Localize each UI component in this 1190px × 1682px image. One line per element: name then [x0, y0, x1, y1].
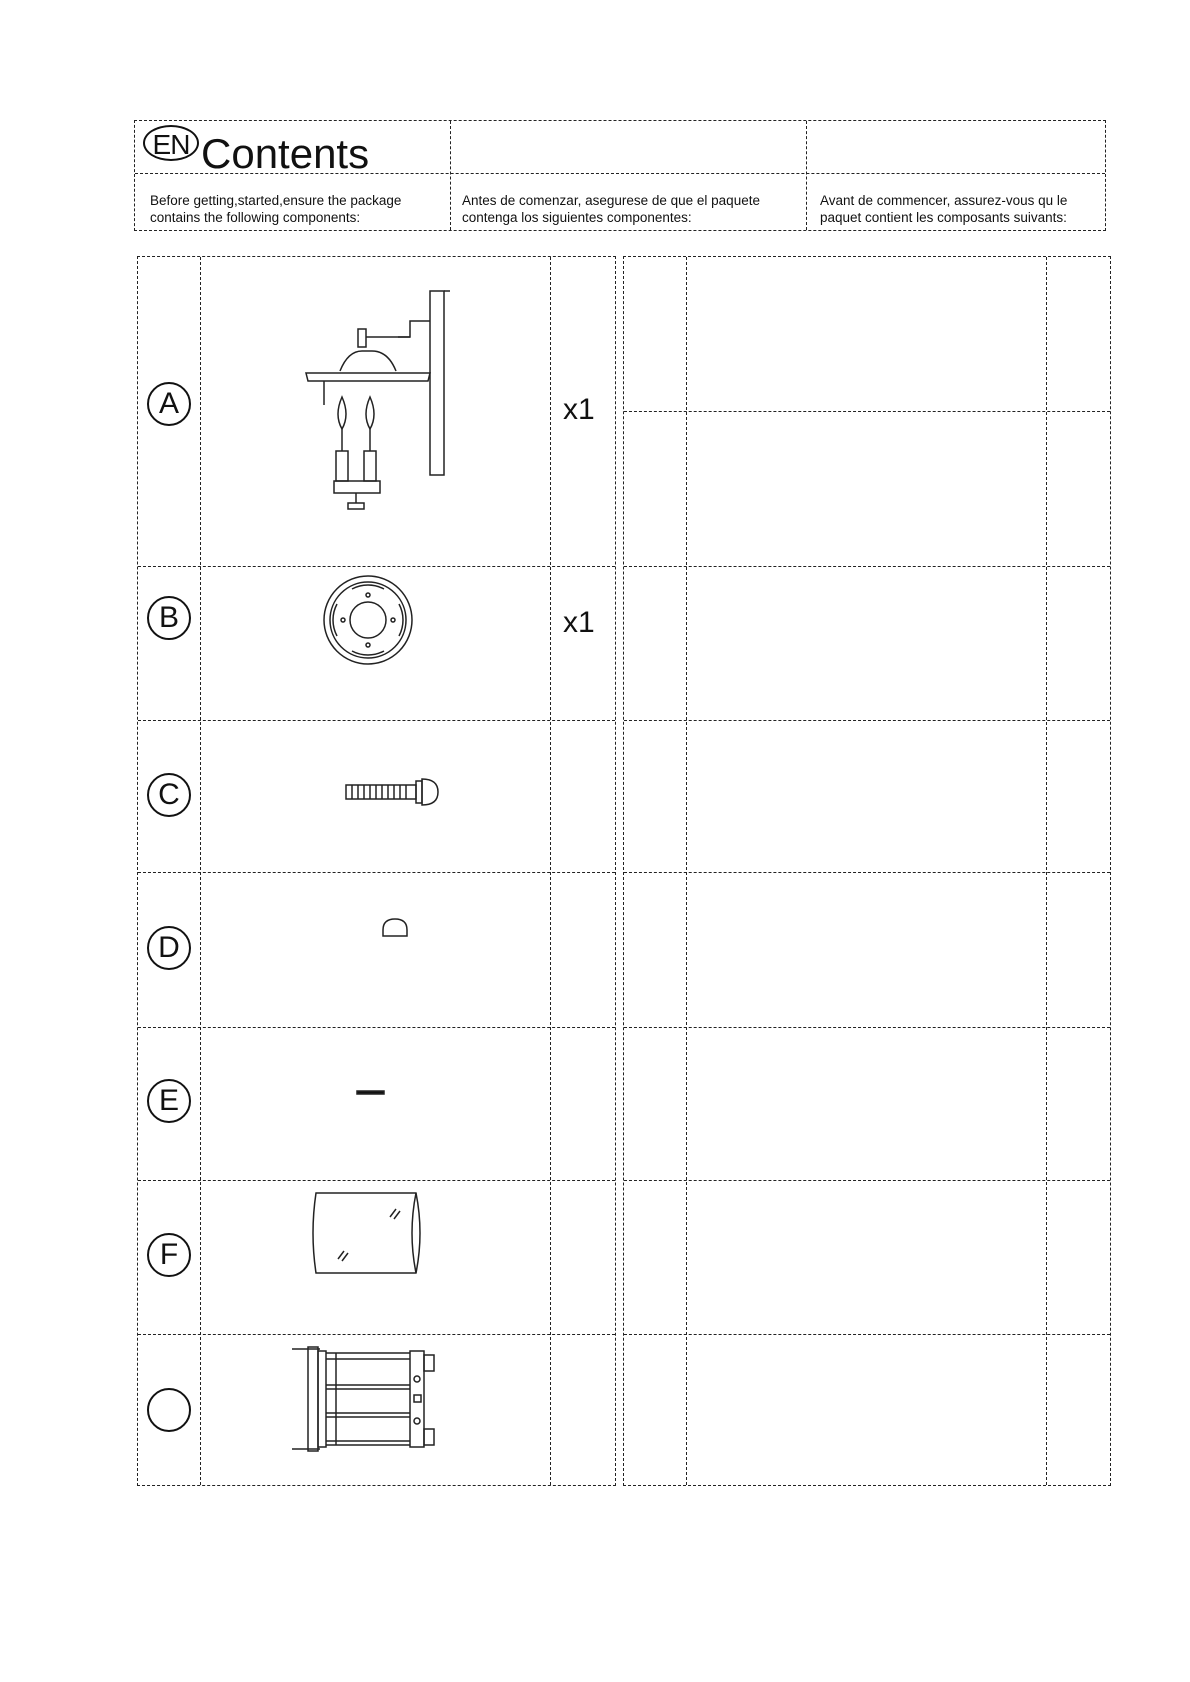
component-letter-e: E: [147, 1079, 191, 1123]
row-divider: [624, 872, 1110, 873]
row-divider: [138, 872, 615, 873]
quantity-a: x1: [563, 393, 595, 426]
instructions-spanish: Antes de comenzar, asegurese de que el paquete contenga los siguientes componentes:: [462, 193, 760, 225]
quantity-b: x1: [563, 606, 595, 639]
row-divider: [138, 1180, 615, 1181]
column-divider: [200, 257, 201, 1485]
small-bar-icon: [356, 1089, 386, 1097]
row-divider: [624, 720, 1110, 721]
component-letter-blank: [147, 1388, 191, 1432]
instructions-english: Before getting,started,ensure the package contains the following components:: [150, 193, 402, 225]
screw-icon: [344, 777, 440, 807]
cap-nut-icon: [380, 917, 410, 939]
row-divider: [624, 1180, 1110, 1181]
row-divider: [138, 1027, 615, 1028]
column-divider: [1046, 257, 1047, 1485]
components-table: [137, 256, 616, 1486]
row-divider: [138, 1334, 615, 1335]
row-divider: [624, 411, 1110, 412]
component-letter-b: B: [147, 596, 191, 640]
row-divider: [624, 1334, 1110, 1335]
mounting-plate-icon: [321, 573, 415, 667]
wall-lantern-fixture-icon: [298, 281, 458, 521]
component-letter-a: A: [147, 382, 191, 426]
components-table-secondary: [623, 256, 1111, 1486]
component-letter-d: D: [147, 926, 191, 970]
language-badge: EN: [143, 125, 199, 161]
glass-cylinder-icon: [308, 1189, 428, 1279]
lantern-frame-cage-icon: [290, 1341, 440, 1457]
page-title: Contents: [201, 130, 370, 177]
header-column-divider: [450, 121, 451, 230]
contents-header: [134, 120, 1106, 231]
row-divider: [138, 566, 615, 567]
component-letter-f: F: [147, 1233, 191, 1277]
row-divider: [624, 566, 1110, 567]
column-divider: [550, 257, 551, 1485]
instructions-french: Avant de commencer, assurez-vous qu le paquet contient les composants suivants:: [820, 193, 1068, 225]
component-letter-c: C: [147, 773, 191, 817]
row-divider: [138, 720, 615, 721]
row-divider: [624, 1027, 1110, 1028]
header-column-divider: [806, 121, 807, 230]
column-divider: [686, 257, 687, 1485]
